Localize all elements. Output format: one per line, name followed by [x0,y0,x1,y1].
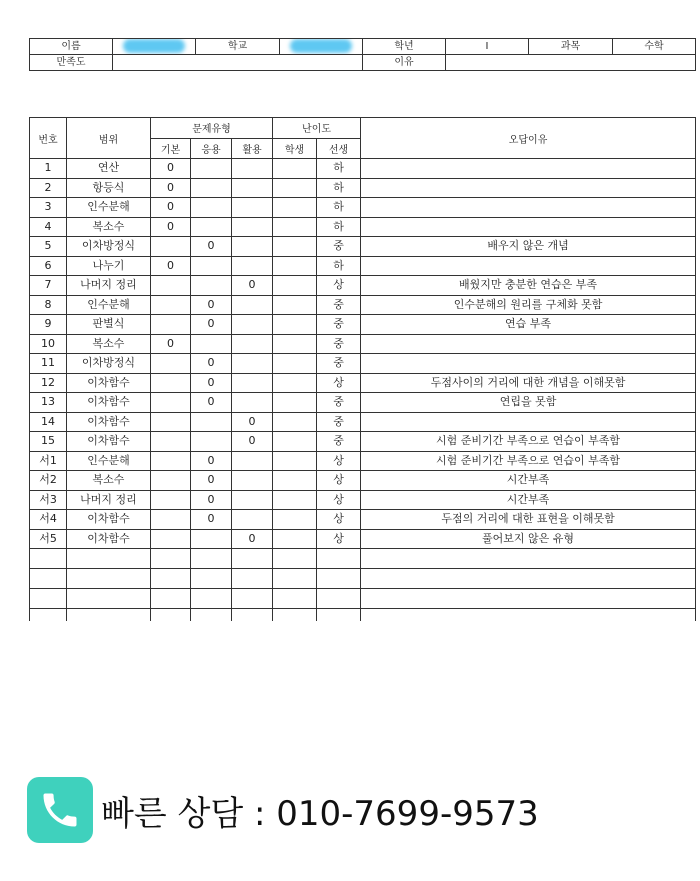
cell-range: 인수분해 [67,198,151,218]
cell-student [273,529,317,549]
cell-teacher: 하 [317,159,361,179]
cell-reason: 시험 준비기간 부족으로 연습이 부족함 [361,451,696,471]
empty-cell [361,609,696,622]
name-value-redacted [113,39,196,55]
cell-range: 이차함수 [67,373,151,393]
cell-student [273,393,317,413]
cell-basic [151,451,191,471]
table-row [30,315,696,335]
cell-range: 이차방정식 [67,354,151,374]
cell-reason: 인수분해의 원리를 구체화 못함 [361,295,696,315]
table-row [30,373,696,393]
cell-applied: 0 [191,295,232,315]
cell-applied: 0 [191,510,232,530]
cell-student [273,451,317,471]
redaction-blur [123,39,185,53]
table-row [30,159,696,179]
cell-reason [361,412,696,432]
cell-teacher: 하 [317,178,361,198]
cell-basic: 0 [151,159,191,179]
table-row [30,198,696,218]
empty-cell [232,549,273,569]
header-basic: 기본 [151,138,191,159]
cell-student [273,237,317,257]
school-label: 학교 [196,39,280,55]
cell-range: 판별식 [67,315,151,335]
cell-student [273,217,317,237]
header-student: 학생 [273,138,317,159]
cell-student [273,510,317,530]
cell-no: 1 [30,159,67,179]
cell-utilize [232,178,273,198]
cell-reason: 시험 준비기간 부족으로 연습이 부족함 [361,432,696,452]
cell-utilize [232,237,273,257]
cell-applied: 0 [191,490,232,510]
cell-teacher: 중 [317,432,361,452]
cell-basic [151,373,191,393]
cell-no: 9 [30,315,67,335]
cell-reason [361,198,696,218]
cell-teacher: 중 [317,315,361,335]
cell-basic: 0 [151,178,191,198]
cell-no: 6 [30,256,67,276]
reason-label: 이유 [363,55,446,71]
empty-cell [191,609,232,622]
empty-cell [232,609,273,622]
cell-range: 이차함수 [67,510,151,530]
cell-basic [151,295,191,315]
empty-cell [232,589,273,609]
cell-student [273,178,317,198]
subject-label: 과목 [529,39,613,55]
table-row [30,432,696,452]
table-row [30,256,696,276]
cell-teacher: 중 [317,354,361,374]
cell-applied [191,529,232,549]
cell-applied: 0 [191,393,232,413]
empty-cell [151,569,191,589]
table-row [30,412,696,432]
empty-cell [361,589,696,609]
cell-applied [191,276,232,296]
cell-applied [191,198,232,218]
table-row [30,178,696,198]
cell-no: 10 [30,334,67,354]
cell-basic [151,276,191,296]
cell-teacher: 상 [317,276,361,296]
header-applied: 응용 [191,138,232,159]
satisfaction-label: 만족도 [30,55,113,71]
empty-row [30,609,696,622]
cell-utilize [232,451,273,471]
cell-range: 인수분해 [67,451,151,471]
cell-student [273,159,317,179]
empty-cell [317,549,361,569]
cell-reason: 시간부족 [361,471,696,491]
cell-range: 나머지 정리 [67,490,151,510]
cell-basic [151,471,191,491]
satisfaction-value [113,55,363,71]
reason-value [446,55,696,71]
table-row [30,393,696,413]
cell-utilize: 0 [232,529,273,549]
table-row [30,490,696,510]
cell-teacher: 하 [317,256,361,276]
cell-basic [151,432,191,452]
cell-utilize [232,490,273,510]
table-row [30,529,696,549]
cell-teacher: 상 [317,510,361,530]
cell-reason: 시간부족 [361,490,696,510]
cell-utilize: 0 [232,432,273,452]
cell-reason: 두점사이의 거리에 대한 개념을 이해못함 [361,373,696,393]
cell-utilize: 0 [232,276,273,296]
cell-utilize [232,295,273,315]
cell-utilize [232,393,273,413]
cell-teacher: 상 [317,373,361,393]
table-row [30,510,696,530]
cell-basic: 0 [151,256,191,276]
empty-cell [317,589,361,609]
cell-student [273,471,317,491]
table-row [30,237,696,257]
cell-no: 7 [30,276,67,296]
cell-applied [191,159,232,179]
cell-no: 3 [30,198,67,218]
cell-applied [191,412,232,432]
cell-utilize: 0 [232,412,273,432]
empty-cell [67,609,151,622]
cell-teacher: 중 [317,237,361,257]
empty-cell [273,609,317,622]
cell-no: 14 [30,412,67,432]
cell-no: 서3 [30,490,67,510]
cell-student [273,432,317,452]
cell-reason [361,256,696,276]
table-row [30,295,696,315]
contact-phone-text[interactable]: 빠른 상담 : 010-7699-9573 [101,793,539,834]
cell-range: 복소수 [67,217,151,237]
school-value-redacted [280,39,363,55]
empty-cell [317,609,361,622]
contact-banner[interactable] [27,777,539,843]
cell-basic [151,393,191,413]
cell-teacher: 상 [317,451,361,471]
cell-basic [151,315,191,335]
empty-cell [30,569,67,589]
cell-student [273,412,317,432]
header-utilize: 활용 [232,138,273,159]
cell-no: 서5 [30,529,67,549]
cell-range: 인수분해 [67,295,151,315]
cell-student [273,315,317,335]
cell-basic [151,529,191,549]
cell-student [273,276,317,296]
empty-cell [317,569,361,589]
cell-applied [191,217,232,237]
cell-teacher: 하 [317,217,361,237]
cell-no: 4 [30,217,67,237]
grade-label: 학년 [363,39,446,55]
cell-teacher: 상 [317,529,361,549]
empty-cell [273,549,317,569]
cell-basic [151,412,191,432]
table-row [30,276,696,296]
cell-no: 5 [30,237,67,257]
cell-range: 복소수 [67,334,151,354]
cell-range: 복소수 [67,471,151,491]
empty-cell [273,569,317,589]
cell-range: 이차함수 [67,529,151,549]
cell-range: 연산 [67,159,151,179]
cell-reason: 배웠지만 충분한 연습은 부족 [361,276,696,296]
table-row [30,217,696,237]
subject-value: 수학 [613,39,696,55]
cell-reason: 풀어보지 않은 유형 [361,529,696,549]
cell-no: 15 [30,432,67,452]
cell-student [273,373,317,393]
empty-cell [151,609,191,622]
wrong-answer-table [29,117,696,621]
cell-student [273,354,317,374]
table-row [30,334,696,354]
cell-utilize [232,471,273,491]
cell-range: 이차함수 [67,412,151,432]
cell-teacher: 중 [317,412,361,432]
header-no: 번호 [30,118,67,159]
cell-no: 2 [30,178,67,198]
empty-cell [232,569,273,589]
cell-no: 12 [30,373,67,393]
cell-no: 서2 [30,471,67,491]
cell-teacher: 하 [317,198,361,218]
cell-range: 나머지 정리 [67,276,151,296]
cell-utilize [232,159,273,179]
cell-reason [361,354,696,374]
cell-reason: 배우지 않은 개념 [361,237,696,257]
empty-cell [361,549,696,569]
grade-value: I [446,39,529,55]
cell-reason [361,159,696,179]
name-label: 이름 [30,39,113,55]
redaction-blur [290,39,352,53]
cell-student [273,198,317,218]
empty-row [30,549,696,569]
cell-teacher: 중 [317,295,361,315]
cell-utilize [232,256,273,276]
header-problem-type: 문제유형 [151,118,273,139]
cell-no: 서4 [30,510,67,530]
cell-reason [361,178,696,198]
cell-range: 이차함수 [67,432,151,452]
header-teacher: 선생 [317,138,361,159]
table-row [30,471,696,491]
empty-row [30,589,696,609]
cell-reason [361,334,696,354]
cell-applied [191,432,232,452]
cell-basic [151,237,191,257]
cell-utilize [232,510,273,530]
cell-reason [361,217,696,237]
cell-basic: 0 [151,198,191,218]
cell-basic [151,354,191,374]
phone-icon[interactable] [27,777,93,843]
cell-student [273,256,317,276]
cell-reason: 두점의 거리에 대한 표현을 이해못함 [361,510,696,530]
cell-teacher: 상 [317,490,361,510]
empty-cell [151,589,191,609]
cell-reason: 연습 부족 [361,315,696,335]
header-difficulty: 난이도 [273,118,361,139]
cell-applied: 0 [191,373,232,393]
empty-cell [191,569,232,589]
cell-reason: 연립을 못함 [361,393,696,413]
cell-teacher: 중 [317,393,361,413]
table-row [30,451,696,471]
table-row [30,354,696,374]
cell-no: 11 [30,354,67,374]
cell-utilize [232,315,273,335]
empty-row [30,569,696,589]
cell-applied [191,178,232,198]
empty-cell [273,589,317,609]
cell-applied: 0 [191,471,232,491]
cell-applied: 0 [191,237,232,257]
cell-basic: 0 [151,334,191,354]
cell-utilize [232,217,273,237]
empty-cell [191,589,232,609]
cell-utilize [232,354,273,374]
cell-student [273,295,317,315]
cell-teacher: 상 [317,471,361,491]
empty-cell [67,549,151,569]
student-info-table [29,38,696,71]
cell-range: 이차함수 [67,393,151,413]
cell-range: 항등식 [67,178,151,198]
cell-applied: 0 [191,315,232,335]
cell-no: 서1 [30,451,67,471]
cell-range: 이차방정식 [67,237,151,257]
empty-cell [30,589,67,609]
empty-cell [361,569,696,589]
empty-cell [67,589,151,609]
cell-utilize [232,198,273,218]
cell-utilize [232,334,273,354]
cell-basic: 0 [151,217,191,237]
cell-basic [151,490,191,510]
cell-applied [191,334,232,354]
cell-applied: 0 [191,354,232,374]
header-wrong-reason: 오답이유 [361,118,696,159]
cell-basic [151,510,191,530]
cell-no: 13 [30,393,67,413]
cell-utilize [232,373,273,393]
cell-student [273,334,317,354]
empty-cell [30,609,67,622]
empty-cell [67,569,151,589]
cell-teacher: 중 [317,334,361,354]
cell-applied: 0 [191,451,232,471]
empty-cell [191,549,232,569]
empty-cell [151,549,191,569]
header-range: 범위 [67,118,151,159]
cell-student [273,490,317,510]
cell-range: 나누기 [67,256,151,276]
empty-cell [30,549,67,569]
cell-no: 8 [30,295,67,315]
cell-applied [191,256,232,276]
